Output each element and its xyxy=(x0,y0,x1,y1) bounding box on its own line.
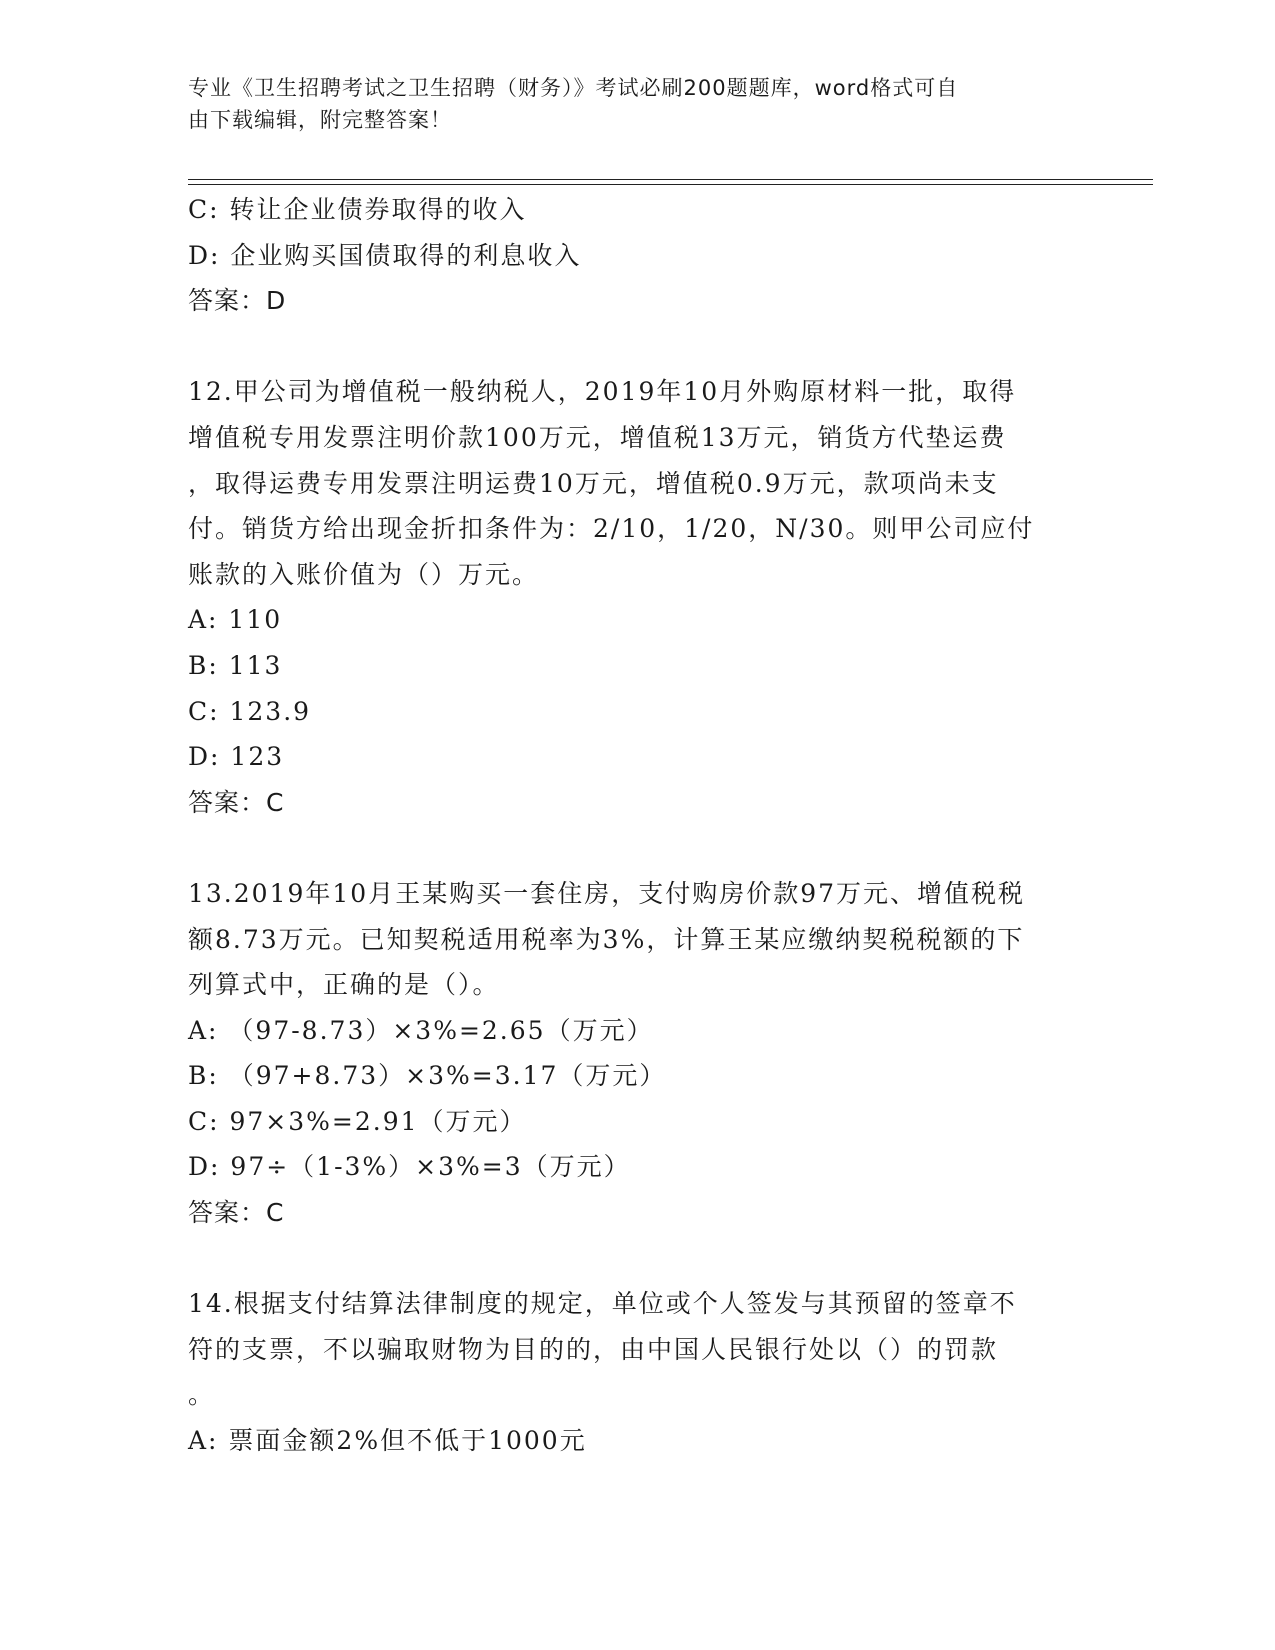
option-b: B: （97+8.73）×3%=3.17（万元） xyxy=(188,1061,667,1091)
document-body xyxy=(188,187,1088,1464)
answer-line: 答案：C xyxy=(188,1198,285,1228)
question-stem-line: 14.根据支付结算法律制度的规定，单位或个人签发与其预留的签章不 xyxy=(188,1289,1017,1319)
question-stem-line: 额8.73万元。已知契税适用税率为3%，计算王某应缴纳契税税额的下 xyxy=(188,924,1025,954)
option-a: A: 110 xyxy=(188,605,283,635)
question-stem-line: 13.2019年10月王某购买一套住房，支付购房价款97万元、增值税税 xyxy=(188,878,1026,908)
question-stem-line: 。 xyxy=(188,1380,216,1410)
option-a: A: （97-8.73）×3%=2.65（万元） xyxy=(188,1015,654,1045)
header-line-2: 由下载编辑，附完整答案！ xyxy=(188,108,452,132)
option-d: D: 123 xyxy=(188,742,285,772)
question-stem-line: 付。销货方给出现金折扣条件为：2/10，1/20，N/30。则甲公司应付 xyxy=(188,514,1035,544)
previous-question-tail xyxy=(188,187,1088,324)
spacer xyxy=(188,825,1088,871)
question-12 xyxy=(188,369,1088,825)
answer-line: 答案：C xyxy=(188,787,285,817)
question-stem-line: ，取得运费专用发票注明运费10万元，增值税0.9万元，款项尚未支 xyxy=(188,468,999,498)
question-stem-line: 增值税专用发票注明价款100万元，增值税13万元，销货方代垫运费 xyxy=(188,422,1007,452)
option-c: C: 123.9 xyxy=(188,696,312,726)
header-line-1: 专业《卫生招聘考试之卫生招聘（财务）》考试必刷200题题库，word格式可自 xyxy=(188,76,959,100)
spacer xyxy=(188,1236,1088,1282)
spacer xyxy=(188,324,1088,370)
answer-line: 答案：D xyxy=(188,286,287,316)
header-divider-bottom xyxy=(188,184,1153,185)
header-divider-top xyxy=(188,179,1153,180)
option-c: C: 97×3%=2.91（万元） xyxy=(188,1106,527,1136)
option-d: D: 企业购买国债取得的利息收入 xyxy=(188,240,582,270)
question-13 xyxy=(188,871,1088,1236)
question-stem-line: 列算式中，正确的是（）。 xyxy=(188,970,500,1000)
option-b: B: 113 xyxy=(188,650,283,680)
question-14 xyxy=(188,1281,1088,1463)
option-c: C: 转让企业债券取得的收入 xyxy=(188,195,527,224)
option-d: D: 97÷（1-3%）×3%=3（万元） xyxy=(188,1152,631,1182)
question-stem-line: 符的支票，不以骗取财物为目的的，由中国人民银行处以（）的罚款 xyxy=(188,1334,999,1364)
question-stem-line: 12.甲公司为增值税一般纳税人，2019年10月外购原材料一批，取得 xyxy=(188,377,1017,407)
option-a: A: 票面金额2%但不低于1000元 xyxy=(188,1426,587,1456)
document-header xyxy=(188,72,1068,136)
question-stem-line: 账款的入账价值为（）万元。 xyxy=(188,559,540,589)
